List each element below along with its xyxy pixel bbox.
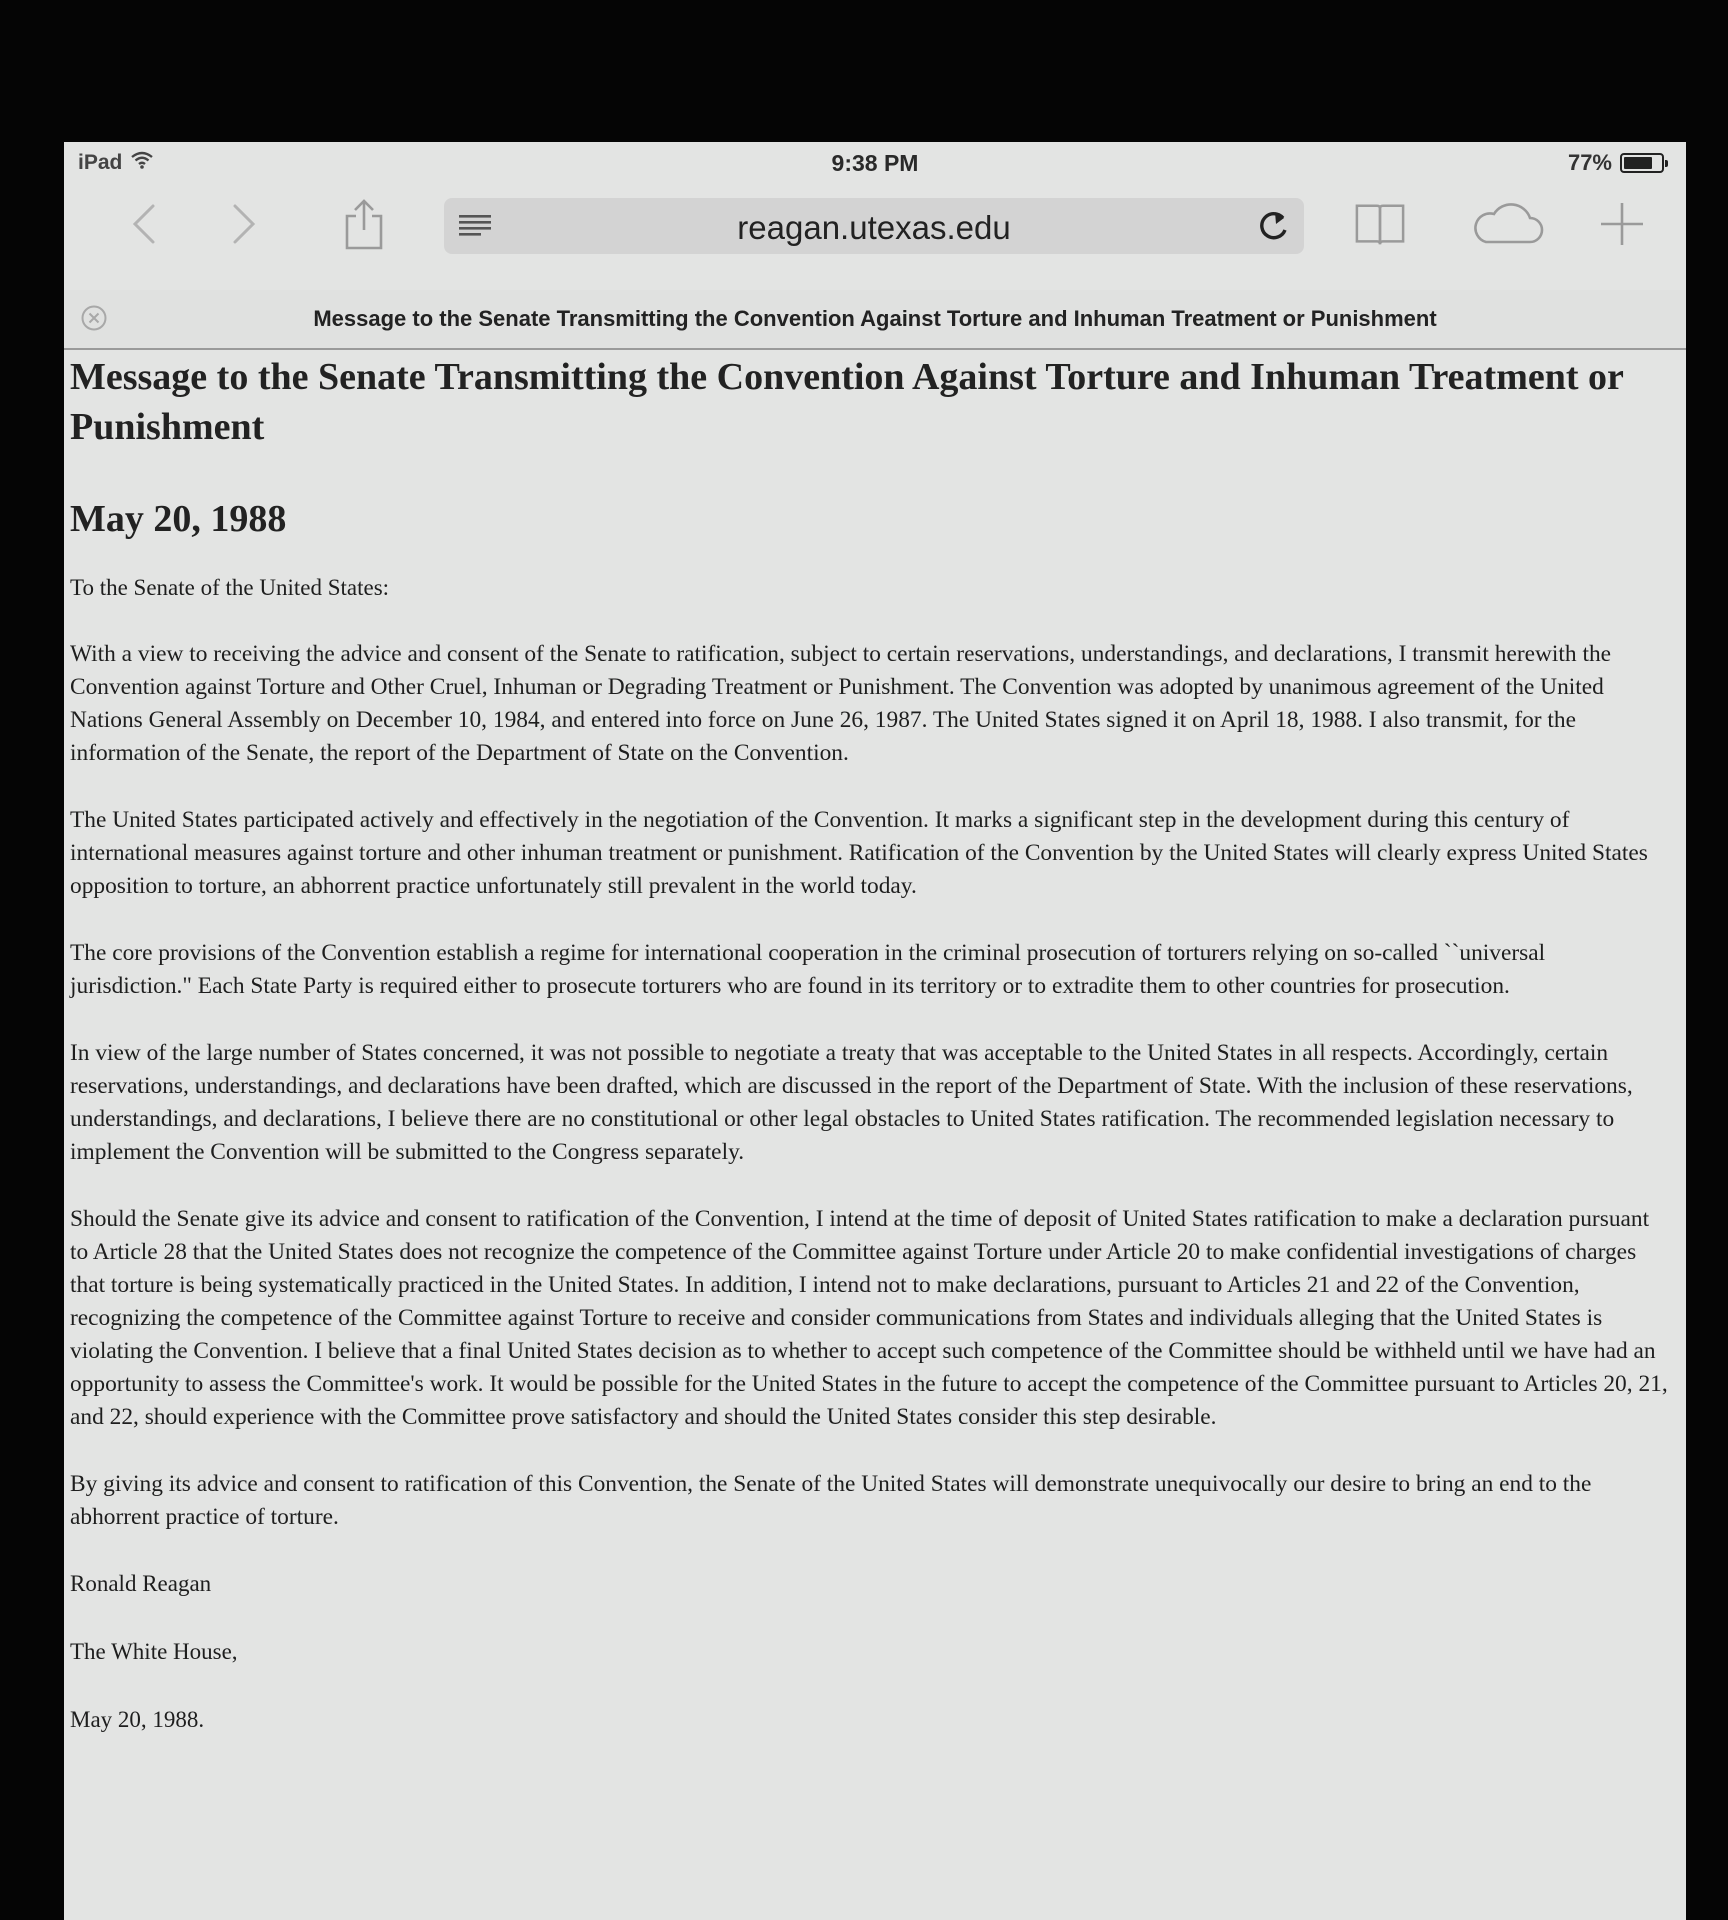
back-button[interactable] [118, 198, 170, 250]
status-bar [64, 142, 1686, 184]
page-content [70, 352, 1670, 1736]
cloud-icon [1470, 202, 1546, 246]
battery-percent: 77% [1567, 150, 1612, 175]
tab-title[interactable]: Message to the Senate Transmitting the Convention Against Torture and Inhuman Treatment or Punishment [313, 306, 1437, 331]
salutation: To the Senate of the United States: [70, 575, 390, 600]
close-icon [80, 304, 108, 332]
share-icon [342, 198, 386, 250]
battery-level [1624, 157, 1652, 169]
paragraph-1: With a view to receiving the advice and consent of the Senate to ratification, subject to certain reservations, understandings, and declarations, I transmit herewith the Convention against Torture and Other Cruel, Inhuman or Degrading Treatment or Punishment. The Convention was adopted by unanimous agreement of the United Nations General Assembly on December 10, 1984, and entered into force on June 26, 1987. The United States signed it on April 18, 1988. I also transmit, for the information of the Senate, the report of the Department of State on the Convention. [70, 641, 1612, 766]
icloud-tabs-button[interactable] [1468, 198, 1548, 250]
signature-place: The White House, [70, 1639, 238, 1664]
page-title: Message to the Senate Transmitting the Convention Against Torture and Inhuman Treatment or Punishment [70, 356, 1624, 448]
bookmarks-button[interactable] [1354, 198, 1406, 250]
device-name: iPad [78, 151, 123, 174]
battery-nub [1665, 160, 1668, 167]
status-right [1568, 150, 1664, 176]
paragraph-2: The United States participated actively and effectively in the negotiation of the Convention. It marks a significant step in the development during this century of international measures against torture and other inhuman treatment or punishment. Ratification of the Convention by the United States will clearly express United States opposition to torture, an abhorrent practice unfortunately still prevalent in the world today. [70, 807, 1648, 899]
paragraph-5: Should the Senate give its advice and consent to ratification of the Convention, I intend at the time of deposit of United States ratification to make a declaration pursuant to Article 28 that the United States does not recognize the competence of the Committee against Torture under Article 20 to make confidential investigations of charges that torture is being systematically practiced in the United States. In addition, I intend not to make declarations, pursuant to Articles 21 and 22 of the Convention, recognizing the competence of the Committee against Torture to receive and consider communications from States and individuals alleging that the United States is violating the Convention. I believe that a final United States decision as to whether to accept such competence of the Committee should be withheld until we have had an opportunity to assess the Committee's work. It would be possible for the United States in the future to accept the competence of the Committee pursuant to Articles 20, 21, and 22, should experience with the Committee prove satisfactory and should the United States consider this step desirable. [70, 1206, 1668, 1430]
paragraph-6: By giving its advice and consent to ratification of this Convention, the Senate of the United States will demonstrate unequivocally our desire to bring an end to the abhorrent practice of torture. [70, 1471, 1592, 1530]
share-button[interactable] [338, 198, 390, 250]
signature-date: May 20, 1988. [70, 1707, 205, 1732]
ipad-screen [64, 142, 1686, 1920]
chevron-right-icon [229, 202, 259, 246]
book-icon [1354, 199, 1406, 249]
new-tab-button[interactable] [1596, 198, 1648, 250]
reload-icon[interactable] [1256, 208, 1290, 249]
paragraph-4: In view of the large number of States concerned, it was not possible to negotiate a treaty that was acceptable to the United States in all respects. Accordingly, certain reservations, understandings, and declarations have been drafted, which are discussed in the report of the Department of State. With the inclusion of these reservations, understandings, and declarations, I believe there are no constitutional or other legal obstacles to United States ratification. The recommended legislation necessary to implement the Convention will be submitted to the Congress separately. [70, 1040, 1633, 1165]
forward-button[interactable] [218, 198, 270, 250]
plus-icon [1599, 201, 1645, 247]
status-time: 9:38 PM [831, 150, 919, 176]
address-url[interactable]: reagan.utexas.edu [737, 209, 1011, 246]
signature: Ronald Reagan [70, 1571, 212, 1596]
battery-icon [1620, 153, 1664, 173]
close-tab-button[interactable] [80, 304, 108, 337]
chevron-left-icon [129, 202, 159, 246]
browser-toolbar [64, 184, 1686, 264]
tab-bar [64, 290, 1686, 350]
page-date: May 20, 1988 [70, 498, 287, 540]
address-bar[interactable] [444, 198, 1304, 254]
paragraph-3: The core provisions of the Convention establish a regime for international cooperation in the criminal prosecution of torturers relying on so-called ``universal jurisdiction." Each State Party is required either to prosecute torturers who are found in its territory or to extradite them to other countries for prosecution. [70, 940, 1546, 999]
